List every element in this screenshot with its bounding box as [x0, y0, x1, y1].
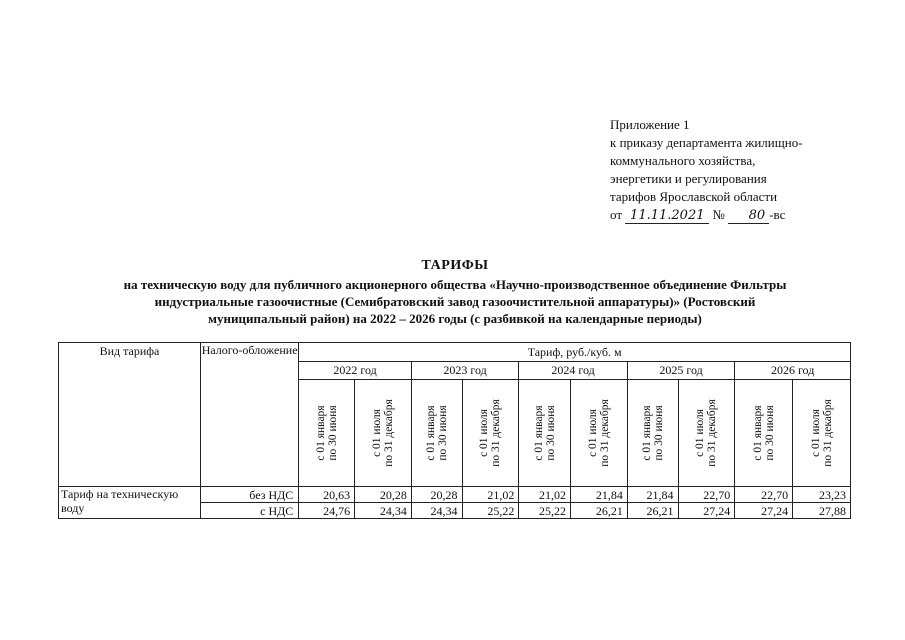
tariff-value: 27,88: [793, 503, 851, 519]
tariff-table: [58, 342, 851, 519]
period-header-second-half: с 01 июля по 31 декабря: [462, 380, 519, 487]
year-header: 2024 год: [519, 362, 627, 380]
period-header-second-half: с 01 июля по 31 декабря: [793, 380, 851, 487]
tariff-value: 22,70: [735, 487, 793, 503]
tariff-value: 26,21: [571, 503, 628, 519]
order-reference: [610, 206, 803, 224]
tariff-value: 26,21: [627, 503, 678, 519]
tariff-value: 27,24: [678, 503, 735, 519]
tariff-value: 21,84: [627, 487, 678, 503]
period-header-first-half: с 01 января по 30 июня: [627, 380, 678, 487]
tariff-value: 24,34: [411, 503, 462, 519]
year-header: 2025 год: [627, 362, 734, 380]
tariff-value: 21,02: [519, 487, 571, 503]
appendix-title: Приложение 1: [610, 117, 690, 132]
period-header-first-half: с 01 января по 30 июня: [519, 380, 571, 487]
tariff-value: 20,28: [411, 487, 462, 503]
tariff-value: 24,34: [355, 503, 412, 519]
appendix-line: энергетики и регулирования: [610, 171, 767, 186]
order-number: 80: [728, 209, 769, 224]
appendix-line: к приказу департамента жилищно-: [610, 135, 803, 150]
order-date: 11.11.2021: [625, 208, 709, 224]
year-header: 2026 год: [735, 362, 851, 380]
tariff-value: 25,22: [462, 503, 519, 519]
appendix-line: тарифов Ярославской области: [610, 189, 778, 204]
tax-cell: без НДС: [200, 487, 298, 503]
order-suffix: -вс: [769, 207, 786, 222]
tariff-value: 23,23: [793, 487, 851, 503]
tariff-type-cell: Тариф на техническую воду: [59, 487, 201, 519]
appendix-block: [610, 116, 803, 224]
period-header-first-half: с 01 января по 30 июня: [411, 380, 462, 487]
tariff-value: 21,02: [462, 487, 519, 503]
year-header: 2022 год: [299, 362, 412, 380]
column-header-tariff: Тариф, руб./куб. м: [299, 343, 851, 362]
period-header-first-half: с 01 января по 30 июня: [735, 380, 793, 487]
tariff-value: 20,28: [355, 487, 412, 503]
appendix-line: коммунального хозяйства,: [610, 153, 756, 168]
tariff-value: 20,63: [299, 487, 355, 503]
document-heading: [60, 256, 850, 327]
tariff-value: 21,84: [571, 487, 628, 503]
document-title: ТАРИФЫ: [421, 258, 489, 273]
document-subtitle-line: муниципальный район) на 2022 – 2026 годы (с разбивкой на календарные периоды): [208, 311, 702, 326]
period-header-first-half: с 01 января по 30 июня: [299, 380, 355, 487]
table-row: [59, 487, 851, 503]
number-sign: №: [712, 207, 725, 222]
tax-cell: с НДС: [200, 503, 298, 519]
column-header-type: Вид тарифа: [59, 343, 201, 487]
column-header-tax: Налого-обложение: [200, 343, 298, 487]
period-header-second-half: с 01 июля по 31 декабря: [678, 380, 735, 487]
from-label: от: [610, 207, 623, 222]
tariff-value: 27,24: [735, 503, 793, 519]
tariff-value: 25,22: [519, 503, 571, 519]
tariff-value: 24,76: [299, 503, 355, 519]
document-subtitle-line: на техническую воду для публичного акционерного общества «Научно-производственное объединение Фильтры: [123, 277, 787, 292]
year-header: 2023 год: [411, 362, 518, 380]
tariff-value: 22,70: [678, 487, 735, 503]
period-header-second-half: с 01 июля по 31 декабря: [355, 380, 412, 487]
document-subtitle-line: индустриальные газоочистные (Семибратовский завод газоочистительной аппаратуры)» (Ростовский: [154, 294, 756, 309]
period-header-second-half: с 01 июля по 31 декабря: [571, 380, 628, 487]
